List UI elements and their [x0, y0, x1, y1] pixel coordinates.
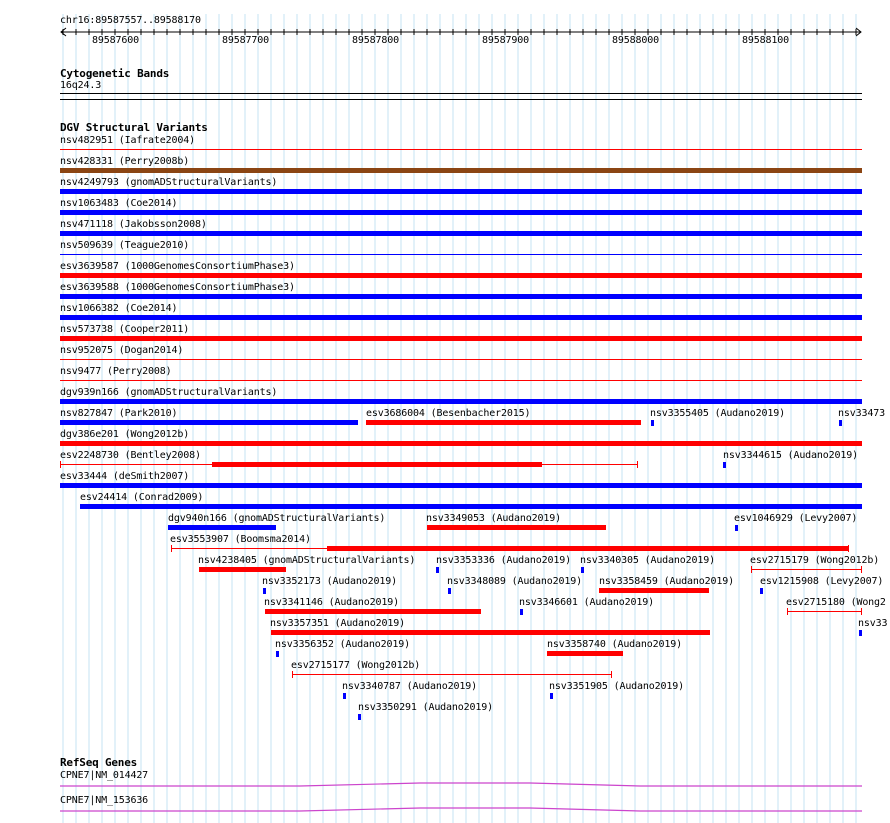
variant-line[interactable] — [292, 674, 612, 675]
variant-bar[interactable] — [60, 399, 862, 404]
variant-label[interactable]: esv2715180 (Wong2 — [786, 597, 886, 608]
variant-label[interactable]: nsv33 — [858, 618, 888, 629]
variant-label[interactable]: nsv3352173 (Audano2019) — [262, 576, 398, 587]
variant-tick[interactable] — [735, 525, 738, 531]
variant-label[interactable]: nsv3358740 (Audano2019) — [547, 639, 683, 650]
variant-bar[interactable] — [168, 525, 276, 530]
variant-label[interactable]: esv3639588 (1000GenomesConsortiumPhase3) — [60, 282, 295, 293]
variant-label[interactable]: nsv573738 (Cooper2011) — [60, 324, 190, 335]
variant-line[interactable] — [60, 149, 862, 150]
variant-label[interactable]: esv3639587 (1000GenomesConsortiumPhase3) — [60, 261, 295, 272]
variant-label[interactable]: esv1046929 (Levy2007) — [734, 513, 858, 524]
variant-label[interactable]: nsv3353336 (Audano2019) — [436, 555, 572, 566]
variant-end-cap — [751, 566, 752, 573]
ruler-location: chr16:89587557..89588170 — [60, 15, 201, 26]
variant-line[interactable] — [60, 254, 862, 255]
variant-label[interactable]: nsv3351905 (Audano2019) — [549, 681, 685, 692]
ruler-tick-label: 89587900 — [482, 35, 529, 46]
variant-tick[interactable] — [520, 609, 523, 615]
variant-label[interactable]: esv3686004 (Besenbacher2015) — [366, 408, 531, 419]
variant-line[interactable] — [60, 359, 862, 360]
variant-bar[interactable] — [60, 315, 862, 320]
variant-end-cap — [60, 461, 61, 468]
cytoband-label: 16q24.3 — [60, 80, 102, 91]
variant-label[interactable]: nsv827847 (Park2010) — [60, 408, 178, 419]
dgv-track-title: DGV Structural Variants — [60, 121, 208, 134]
variant-tick[interactable] — [760, 588, 763, 594]
variant-bar[interactable] — [60, 210, 862, 215]
variant-label[interactable]: dgv940n166 (gnomADStructuralVariants) — [168, 513, 386, 524]
variant-bar[interactable] — [60, 336, 862, 341]
ruler-tick-label: 89588100 — [742, 35, 789, 46]
variant-label[interactable]: nsv3358459 (Audano2019) — [599, 576, 735, 587]
variant-label[interactable]: esv2715179 (Wong2012b) — [750, 555, 880, 566]
variant-bar[interactable] — [60, 273, 862, 278]
variant-end-cap — [861, 566, 862, 573]
variant-label[interactable]: esv2715177 (Wong2012b) — [291, 660, 421, 671]
gene-label[interactable]: CPNE7|NM_153636 — [60, 795, 149, 806]
variant-line[interactable] — [787, 611, 862, 612]
variant-bar[interactable] — [271, 630, 710, 635]
variant-end-cap — [861, 608, 862, 615]
variant-tick[interactable] — [723, 462, 726, 468]
variant-label[interactable]: nsv3349053 (Audano2019) — [426, 513, 562, 524]
variant-bar[interactable] — [60, 420, 358, 425]
variant-bar[interactable] — [212, 462, 542, 467]
variant-label[interactable]: nsv3348089 (Audano2019) — [447, 576, 583, 587]
variant-bar[interactable] — [60, 483, 862, 488]
variant-label[interactable]: nsv3341146 (Audano2019) — [264, 597, 400, 608]
variant-label[interactable]: nsv3357351 (Audano2019) — [270, 618, 406, 629]
variant-label[interactable]: nsv3340305 (Audano2019) — [580, 555, 716, 566]
ruler-tick-label: 89588000 — [612, 35, 659, 46]
variant-label[interactable]: nsv428331 (Perry2008b) — [60, 156, 190, 167]
variant-label[interactable]: esv1215908 (Levy2007) — [760, 576, 884, 587]
variant-tick[interactable] — [276, 651, 279, 657]
variant-tick[interactable] — [343, 693, 346, 699]
variant-label[interactable]: nsv4249793 (gnomADStructuralVariants) — [60, 177, 278, 188]
variant-end-cap — [292, 671, 293, 678]
cytoband-bar-bottom[interactable] — [60, 99, 862, 100]
variant-label[interactable]: esv2248730 (Bentley2008) — [60, 450, 201, 461]
variant-label[interactable]: nsv3350291 (Audano2019) — [358, 702, 494, 713]
gene-label[interactable]: CPNE7|NM_014427 — [60, 770, 149, 781]
variant-label[interactable]: nsv482951 (Iafrate2004) — [60, 135, 196, 146]
variant-label[interactable]: nsv3344615 (Audano2019) — [723, 450, 859, 461]
variant-tick[interactable] — [550, 693, 553, 699]
variant-line[interactable] — [751, 569, 862, 570]
variant-label[interactable]: nsv509639 (Teague2010) — [60, 240, 190, 251]
refseq-track-title: RefSeq Genes — [60, 756, 138, 769]
variant-end-cap — [787, 608, 788, 615]
variant-label[interactable]: nsv1063483 (Coe2014) — [60, 198, 178, 209]
variant-end-cap — [848, 545, 849, 552]
variant-tick[interactable] — [448, 588, 451, 594]
variant-tick[interactable] — [859, 630, 862, 636]
variant-label[interactable]: nsv952075 (Dogan2014) — [60, 345, 184, 356]
variant-bar[interactable] — [60, 441, 862, 446]
cytoband-bar-top[interactable] — [60, 93, 862, 94]
variant-bar[interactable] — [599, 588, 709, 593]
variant-bar[interactable] — [80, 504, 862, 509]
variant-label[interactable]: dgv386e201 (Wong2012b) — [60, 429, 190, 440]
variant-tick[interactable] — [263, 588, 266, 594]
ruler-axis — [0, 0, 890, 60]
variant-bar[interactable] — [60, 189, 862, 194]
variant-tick[interactable] — [651, 420, 654, 426]
gene-line — [60, 808, 862, 811]
variant-bar[interactable] — [547, 651, 623, 656]
variant-label[interactable]: esv24414 (Conrad2009) — [80, 492, 204, 503]
variant-bar[interactable] — [265, 609, 481, 614]
variant-tick[interactable] — [358, 714, 361, 720]
variant-label[interactable]: esv33444 (deSmith2007) — [60, 471, 190, 482]
variant-line[interactable] — [60, 380, 862, 381]
variant-label[interactable]: nsv3346601 (Audano2019) — [519, 597, 655, 608]
variant-label[interactable]: esv3553907 (Boomsma2014) — [170, 534, 311, 545]
variant-end-cap — [611, 671, 612, 678]
variant-label[interactable]: nsv1066382 (Coe2014) — [60, 303, 178, 314]
variant-bar[interactable] — [327, 546, 848, 551]
variant-label[interactable]: dgv939n166 (gnomADStructuralVariants) — [60, 387, 278, 398]
variant-tick[interactable] — [581, 567, 584, 573]
variant-label[interactable]: nsv3355405 (Audano2019) — [650, 408, 786, 419]
variant-bar[interactable] — [60, 168, 862, 173]
variant-tick[interactable] — [436, 567, 439, 573]
variant-bar[interactable] — [199, 567, 286, 572]
variant-label[interactable]: nsv9477 (Perry2008) — [60, 366, 172, 377]
variant-label[interactable]: nsv471118 (Jakobsson2008) — [60, 219, 207, 230]
ruler-tick-label: 89587800 — [352, 35, 399, 46]
variant-label[interactable]: nsv3340787 (Audano2019) — [342, 681, 478, 692]
variant-end-cap — [637, 461, 638, 468]
variant-label[interactable]: nsv33473 — [838, 408, 885, 419]
gene-line — [60, 783, 862, 786]
ruler-tick-label: 89587700 — [222, 35, 269, 46]
variant-bar[interactable] — [366, 420, 641, 425]
variant-label[interactable]: nsv3356352 (Audano2019) — [275, 639, 411, 650]
ruler-tick-label: 89587600 — [92, 35, 139, 46]
variant-tick[interactable] — [839, 420, 842, 426]
variant-bar[interactable] — [427, 525, 606, 530]
variant-bar[interactable] — [60, 294, 862, 299]
cytoband-track-title: Cytogenetic Bands — [60, 67, 170, 80]
variant-end-cap — [171, 545, 172, 552]
variant-bar[interactable] — [60, 231, 862, 236]
variant-label[interactable]: nsv4238405 (gnomADStructuralVariants) — [198, 555, 416, 566]
